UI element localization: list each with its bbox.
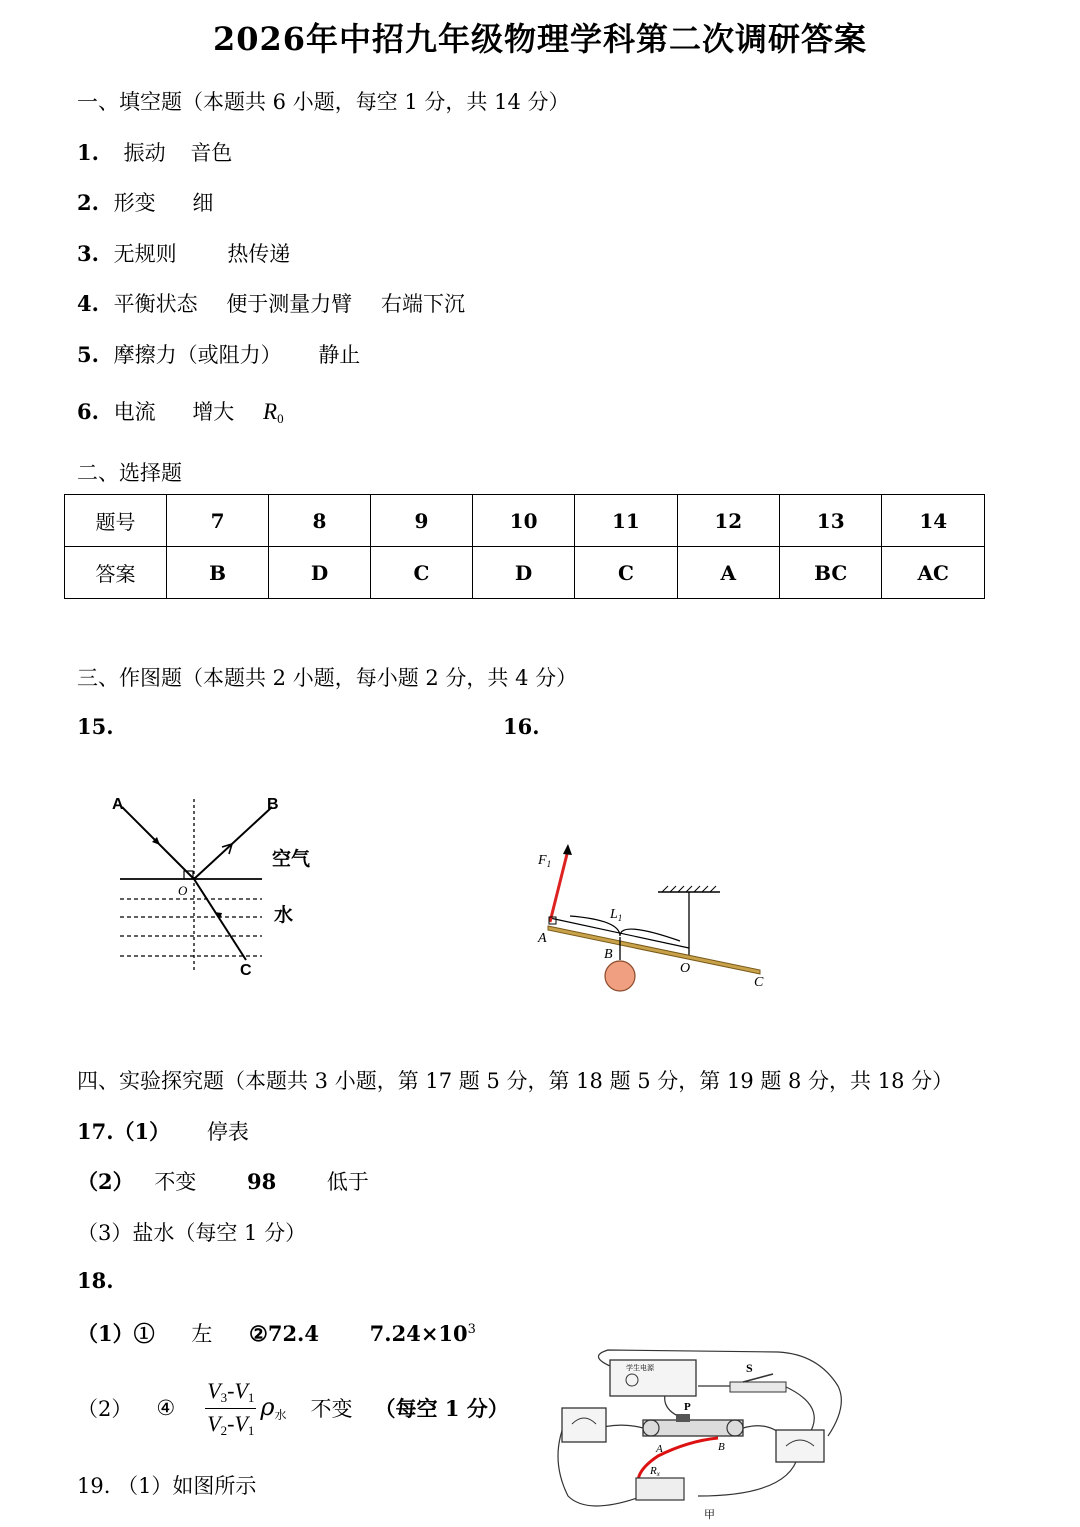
- wire: [784, 1386, 814, 1436]
- answer: ②72.4: [249, 1321, 319, 1346]
- table-cell: C: [575, 547, 677, 599]
- answer: 细: [192, 191, 214, 215]
- weight-ball: [605, 961, 635, 991]
- refraction-diagram: [100, 785, 340, 985]
- table-row: [65, 547, 985, 599]
- table-cell: 11: [575, 495, 677, 547]
- table-row: [65, 495, 985, 547]
- answer: 不变: [154, 1170, 197, 1194]
- table-cell: 10: [472, 495, 574, 547]
- answer: 形变: [113, 191, 156, 215]
- meter-left: [562, 1408, 606, 1442]
- refracted-ray: [194, 879, 246, 960]
- section1-heading: 一、填空题（本题共 6 小题，每空 1 分，共 14 分）: [77, 90, 570, 114]
- label-rx: Rx: [650, 1465, 660, 1478]
- question-number: 3.: [77, 241, 99, 266]
- answer: 增大: [192, 400, 235, 424]
- answer: 热传递: [227, 242, 291, 266]
- rheostat: [643, 1420, 743, 1436]
- section2-heading: 二、选择题: [77, 461, 182, 485]
- q17-line1: [77, 1116, 249, 1146]
- answer-row-3: [77, 238, 290, 268]
- sub-question-label: （2）: [77, 1169, 134, 1194]
- answer: 静止: [318, 343, 361, 367]
- q17-line3: （3）盐水（每空 1 分）: [77, 1221, 307, 1245]
- section3-heading: 三、作图题（本题共 2 小题，每小题 2 分，共 4 分）: [77, 666, 578, 690]
- label-f1: $F_1$: [538, 853, 552, 869]
- label-b: B: [718, 1441, 725, 1453]
- answer: 音色: [190, 141, 233, 165]
- label-b: B: [604, 947, 613, 962]
- row-label: 答案: [65, 547, 167, 599]
- table-cell: D: [472, 547, 574, 599]
- table-cell: BC: [779, 547, 882, 599]
- question-number: 1.: [77, 140, 99, 165]
- table-cell: 12: [677, 495, 779, 547]
- answer-row-4: [77, 288, 465, 318]
- label-c: C: [240, 962, 252, 979]
- label-s: S: [746, 1361, 753, 1375]
- label-b: B: [267, 796, 279, 813]
- answer-table: [64, 494, 985, 599]
- answer: 低于: [326, 1170, 369, 1194]
- label-water: 水: [274, 904, 294, 926]
- answer: 左: [191, 1322, 213, 1346]
- ceiling-hatch: [662, 886, 716, 892]
- q18-line1: [77, 1318, 476, 1348]
- meter-right: [776, 1430, 824, 1462]
- circuit-diagram: [548, 1346, 848, 1522]
- arrow-head: [563, 844, 572, 855]
- label-o: O: [680, 961, 691, 976]
- supply-label: 学生电源: [626, 1364, 654, 1372]
- rho-symbol: $\rho_水$: [260, 1393, 287, 1422]
- label-c: C: [754, 975, 764, 990]
- answer: 无规则: [113, 242, 177, 266]
- sub-question-label: （1）①: [77, 1321, 155, 1346]
- label-a: A: [112, 796, 124, 813]
- table-cell: B: [167, 547, 269, 599]
- q18-line2: [77, 1372, 509, 1444]
- figure-caption: 甲: [704, 1508, 715, 1521]
- label-p: P: [684, 1401, 691, 1413]
- density-formula: $\frac{V_3-V_1}{V_2-V_1}$: [207, 1377, 255, 1438]
- table-cell: 7: [167, 495, 269, 547]
- q18-label: 18.: [77, 1268, 114, 1293]
- answer: 电流: [113, 400, 156, 424]
- resistor-rx: [636, 1478, 684, 1500]
- table-cell: 9: [370, 495, 472, 547]
- label-air: 空气: [272, 848, 311, 870]
- table-cell: A: [677, 547, 779, 599]
- score-note: （每空 1 分）: [374, 1396, 509, 1421]
- switch-lever: [743, 1374, 773, 1382]
- answer: $7.24\times 10^3$: [369, 1321, 476, 1346]
- sub-question-label: （2）: [77, 1397, 133, 1421]
- table-cell: 14: [882, 495, 985, 547]
- answer-row-5: [77, 339, 360, 369]
- answer: 不变: [310, 1397, 353, 1421]
- answer-row-2: [77, 187, 213, 217]
- switch-base: [730, 1382, 786, 1392]
- answer: 振动: [123, 141, 166, 165]
- answer-row-1: [77, 137, 232, 167]
- section4-heading: 四、实验探究题（本题共 3 小题，第 17 题 5 分，第 18 题 5 分，第 19 题 8 分，共 18 分）: [77, 1069, 954, 1093]
- question-number: 2.: [77, 190, 99, 215]
- resistor-symbol: $R_0$: [263, 399, 284, 426]
- answer: 平衡状态: [113, 292, 198, 316]
- table-cell: C: [370, 547, 472, 599]
- row-label: 题号: [65, 495, 167, 547]
- table-cell: D: [269, 547, 371, 599]
- question-number: 4.: [77, 291, 99, 316]
- question-number: 17.（1）: [77, 1119, 171, 1144]
- table-cell: AC: [882, 547, 985, 599]
- lever-diagram: [530, 840, 780, 1000]
- answer: 停表: [206, 1120, 249, 1144]
- q17-line2: [77, 1166, 369, 1196]
- page-title: 2026年中招九年级物理学科第二次调研答案: [212, 20, 868, 58]
- slider: [676, 1414, 690, 1422]
- answer-row-6: [77, 396, 284, 427]
- table-cell: 13: [779, 495, 882, 547]
- question-number: 5.: [77, 342, 99, 367]
- q19-line1: 19. （1）如图所示: [77, 1474, 257, 1498]
- label-a: A: [538, 931, 547, 946]
- question-15-label: 15.: [77, 714, 114, 739]
- answer: 右端下沉: [381, 292, 465, 316]
- label-l1: $L_1$: [610, 907, 623, 923]
- answer: ④: [156, 1396, 176, 1420]
- table-cell: 8: [269, 495, 371, 547]
- label-o: O: [178, 883, 188, 898]
- label-a: A: [656, 1443, 663, 1455]
- answer: 便于测量力臂: [226, 292, 353, 316]
- answer: 98: [247, 1169, 277, 1194]
- question-number: 6.: [77, 399, 99, 424]
- question-16-label: 16.: [503, 714, 540, 739]
- force-arrow: [550, 850, 568, 922]
- answer: 摩擦力（或阻力）: [113, 343, 282, 367]
